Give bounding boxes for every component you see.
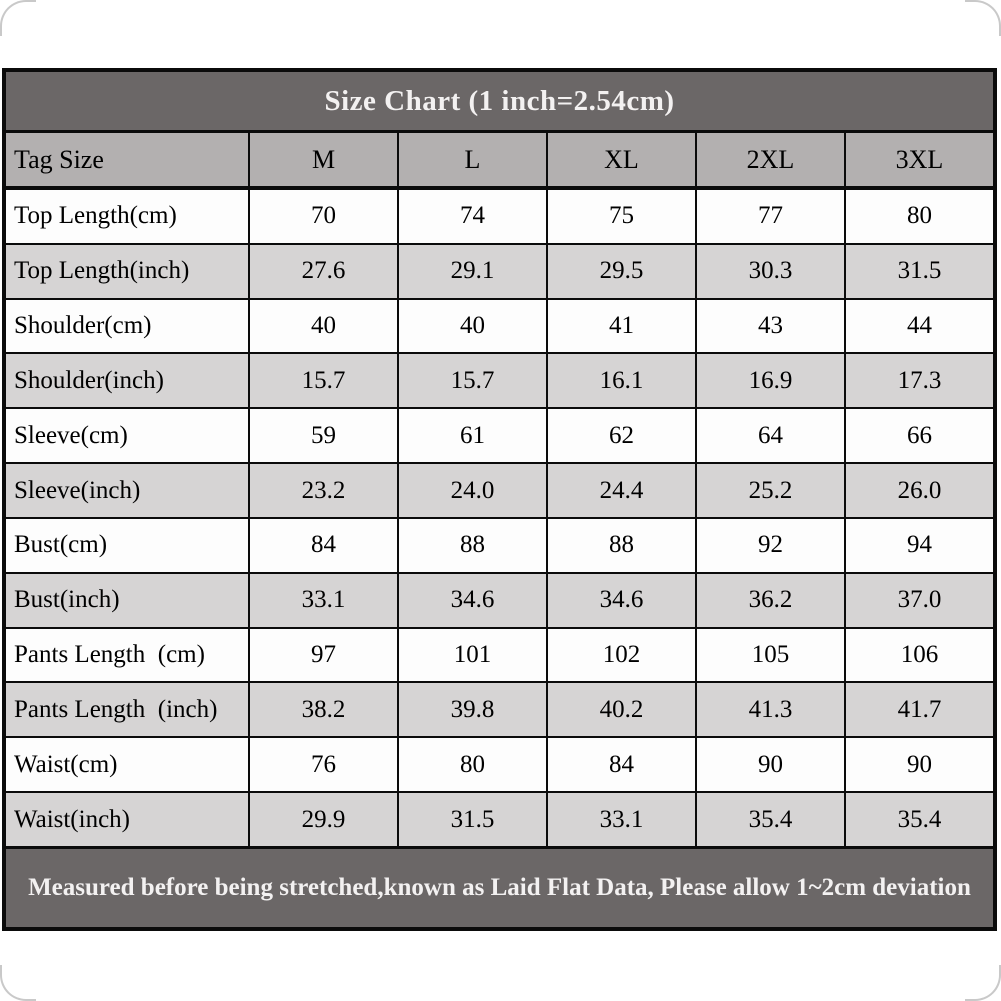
measurement-value: 43 (697, 300, 846, 353)
measurement-value: 37.0 (897, 586, 942, 614)
image-corner-mark-bottom-left (0, 965, 36, 1001)
measurement-value: 16.9 (697, 354, 846, 407)
measurement-value: 34.6 (548, 574, 697, 627)
table-row (6, 243, 993, 298)
measurement-value: 15.7 (250, 354, 399, 407)
measurement-value: 97 (250, 629, 399, 682)
measurement-value: 31.5 (399, 793, 548, 846)
table-row (6, 572, 993, 627)
measurement-value: 38.2 (250, 683, 399, 736)
measurement-value: 33.1 (250, 574, 399, 627)
measurement-value: 29.5 (548, 245, 697, 298)
column-header-size: 3XL (895, 144, 944, 174)
row-label: Shoulder(cm) (6, 300, 250, 353)
table-row (6, 681, 993, 736)
measurement-value: 24.4 (548, 464, 697, 517)
measurement-value: 66 (907, 421, 932, 449)
measurement-value: 36.2 (697, 574, 846, 627)
table-row (6, 352, 993, 407)
measurement-value: 17.3 (897, 366, 942, 394)
measurement-value: 94 (907, 531, 932, 559)
size-chart-body (6, 190, 993, 846)
measurement-value: 77 (697, 190, 846, 243)
image-corner-mark-top-right (965, 0, 1001, 36)
measurement-value: 74 (399, 190, 548, 243)
measurement-value: 35.4 (697, 793, 846, 846)
row-label: Sleeve(cm) (6, 409, 250, 462)
measurement-value: 90 (697, 738, 846, 791)
table-row (6, 736, 993, 791)
measurement-value: 75 (548, 190, 697, 243)
measurement-value: 101 (399, 629, 548, 682)
row-label: Waist(inch) (6, 793, 250, 846)
measurement-value: 40 (399, 300, 548, 353)
measurement-value: 59 (250, 409, 399, 462)
measurement-value: 44 (907, 312, 932, 340)
measurement-value: 35.4 (897, 805, 942, 833)
measurement-value: 90 (907, 750, 932, 778)
measurement-value: 61 (399, 409, 548, 462)
row-label: Bust(cm) (6, 519, 250, 572)
measurement-value: 26.0 (897, 476, 942, 504)
measurement-value: 105 (697, 629, 846, 682)
row-label: Pants Length (inch) (6, 683, 250, 736)
measurement-value: 25.2 (697, 464, 846, 517)
size-chart-table (2, 68, 997, 931)
measurement-value: 16.1 (548, 354, 697, 407)
measurement-value: 41.3 (697, 683, 846, 736)
size-chart-title: Size Chart (1 inch=2.54cm) (6, 72, 993, 133)
measurement-value: 88 (548, 519, 697, 572)
column-header-size: 2XL (697, 133, 846, 186)
table-row (6, 791, 993, 846)
table-row (6, 190, 993, 243)
row-label: Top Length(inch) (6, 245, 250, 298)
measurement-value: 40 (250, 300, 399, 353)
measurement-value: 39.8 (399, 683, 548, 736)
measurement-value: 15.7 (399, 354, 548, 407)
measurement-value: 24.0 (399, 464, 548, 517)
measurement-value: 33.1 (548, 793, 697, 846)
measurement-value: 84 (250, 519, 399, 572)
tag-size-header-row (6, 133, 993, 190)
measurement-value: 31.5 (897, 257, 942, 285)
table-row (6, 407, 993, 462)
row-label: Pants Length (cm) (6, 629, 250, 682)
row-label: Sleeve(inch) (6, 464, 250, 517)
row-label: Bust(inch) (6, 574, 250, 627)
image-corner-mark-bottom-right (965, 965, 1001, 1001)
table-row (6, 298, 993, 353)
measurement-value: 84 (548, 738, 697, 791)
measurement-value: 92 (697, 519, 846, 572)
row-label: Top Length(cm) (6, 190, 250, 243)
measurement-value: 30.3 (697, 245, 846, 298)
size-chart-footnote: Measured before being stretched,known as Laid Flat Data, Please allow 1~2cm deviation (6, 846, 993, 927)
measurement-value: 40.2 (548, 683, 697, 736)
measurement-value: 106 (900, 641, 939, 669)
measurement-value: 34.6 (399, 574, 548, 627)
row-label: Waist(cm) (6, 738, 250, 791)
table-row (6, 517, 993, 572)
column-header-size: M (250, 133, 399, 186)
row-label: Shoulder(inch) (6, 354, 250, 407)
measurement-value: 27.6 (250, 245, 399, 298)
measurement-value: 80 (399, 738, 548, 791)
column-header-size: XL (548, 133, 697, 186)
measurement-value: 64 (697, 409, 846, 462)
measurement-value: 29.1 (399, 245, 548, 298)
measurement-value: 29.9 (250, 793, 399, 846)
column-header-size: L (399, 133, 548, 186)
image-corner-mark-top-left (0, 0, 36, 36)
measurement-value: 76 (250, 738, 399, 791)
measurement-value: 41 (548, 300, 697, 353)
measurement-value: 41.7 (897, 695, 942, 723)
measurement-value: 80 (907, 202, 932, 230)
column-header-tag-size: Tag Size (6, 133, 250, 186)
measurement-value: 70 (250, 190, 399, 243)
measurement-value: 62 (548, 409, 697, 462)
measurement-value: 23.2 (250, 464, 399, 517)
measurement-value: 88 (399, 519, 548, 572)
table-row (6, 462, 993, 517)
measurement-value: 102 (548, 629, 697, 682)
table-row (6, 627, 993, 682)
